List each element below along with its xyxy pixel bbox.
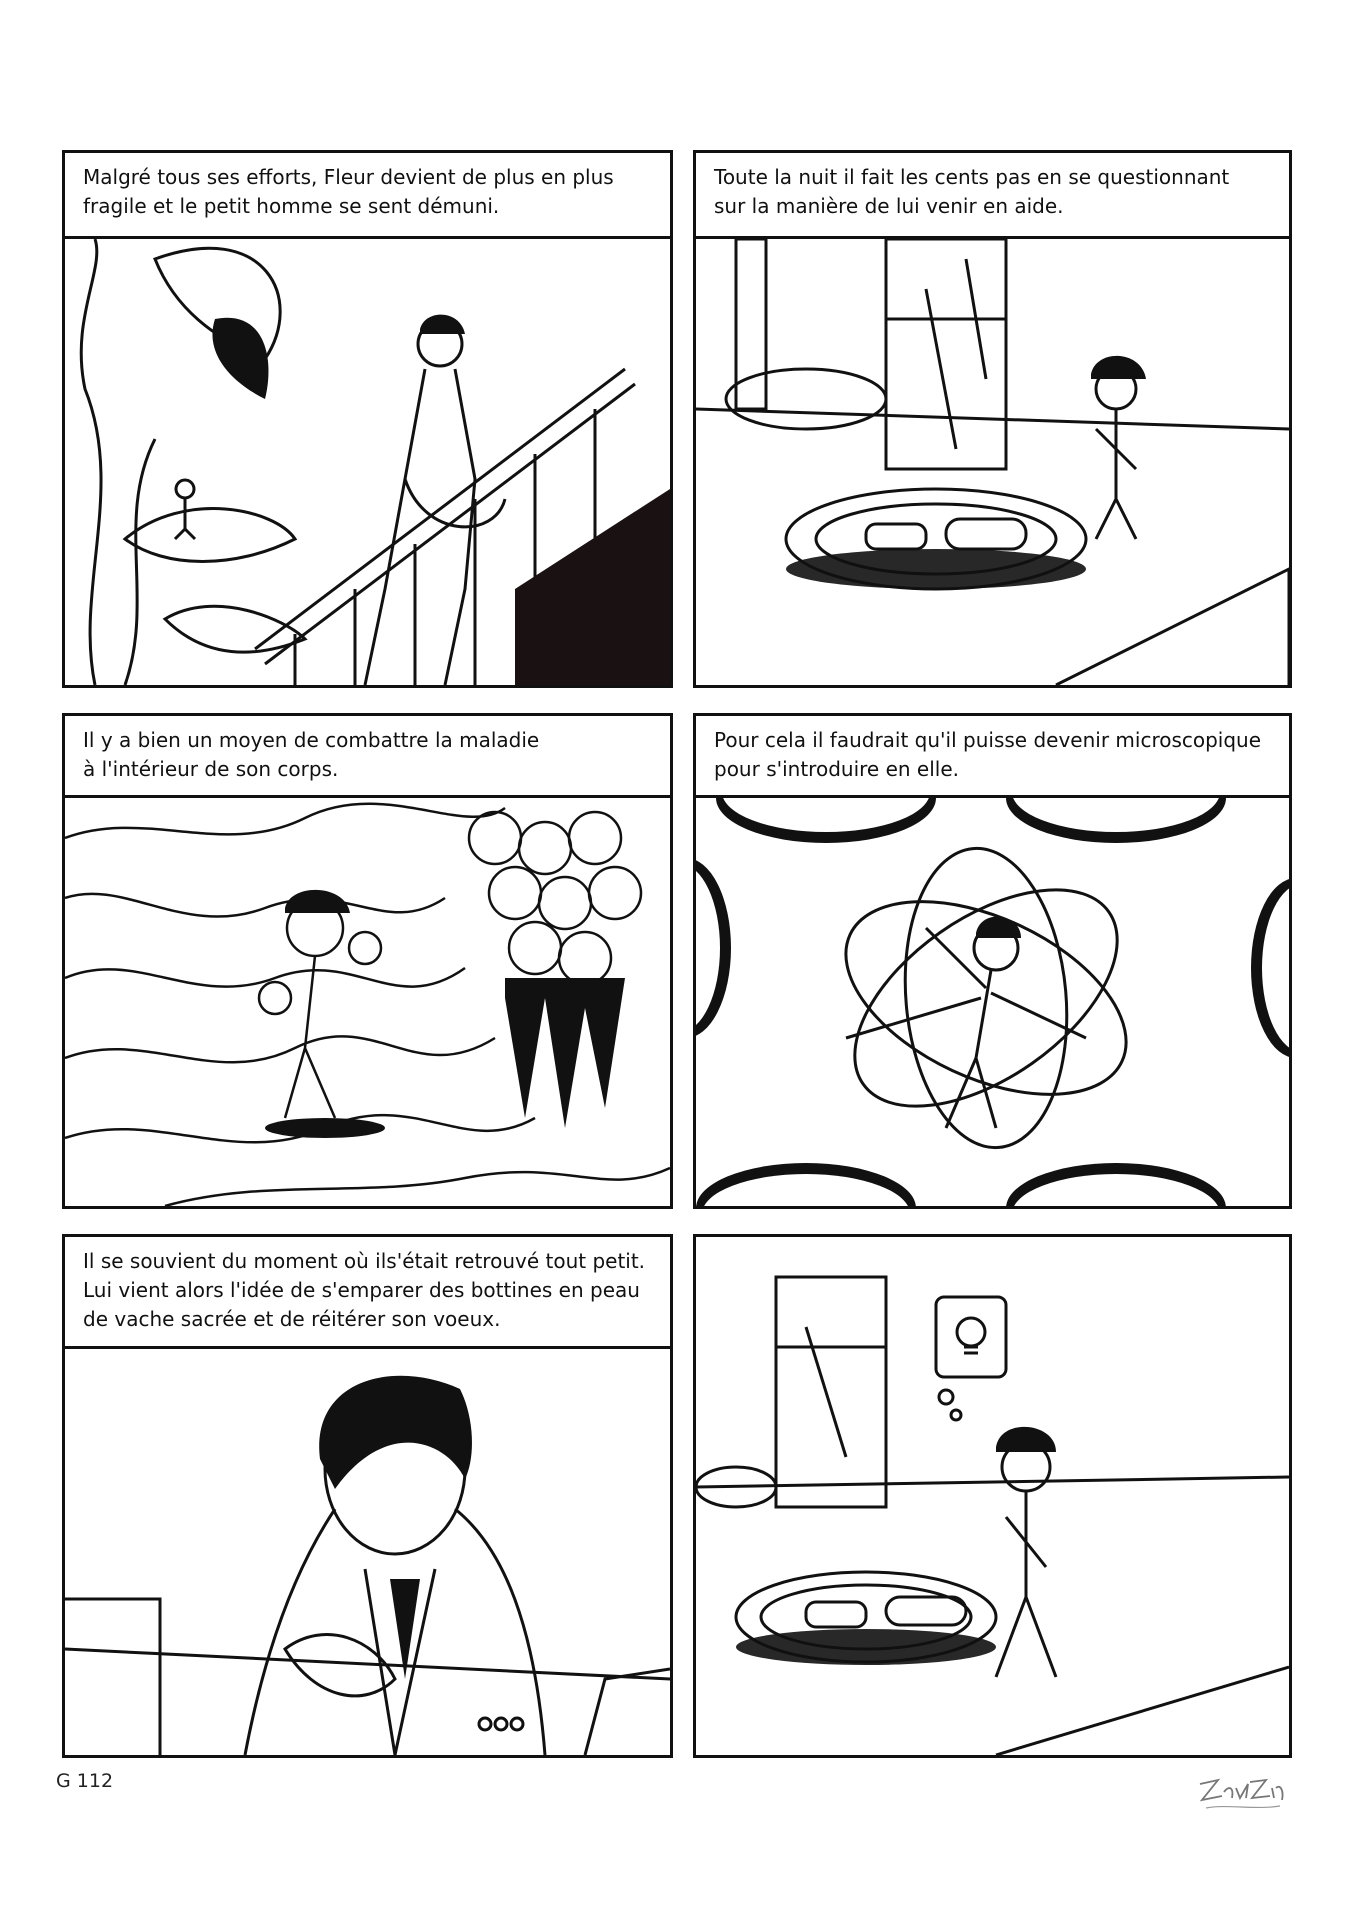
panel-1 bbox=[62, 150, 673, 688]
panel-1-illustration bbox=[65, 239, 670, 685]
caption-line: de vache sacrée et de réitérer son voeux. bbox=[83, 1307, 501, 1331]
caption-box bbox=[696, 716, 1289, 798]
caption-line: Malgré tous ses efforts, Fleur devient de plus en plus bbox=[83, 165, 614, 189]
artist-signature bbox=[1196, 1766, 1286, 1816]
panel-3 bbox=[62, 713, 673, 1209]
panel-2-illustration bbox=[696, 239, 1289, 685]
panel-5 bbox=[62, 1234, 673, 1758]
caption-line: Lui vient alors l'idée de s'emparer des bottines en peau bbox=[83, 1278, 640, 1302]
panel-3-illustration bbox=[65, 798, 670, 1206]
caption-line: fragile et le petit homme se sent démuni. bbox=[83, 194, 500, 218]
panel-2 bbox=[693, 150, 1292, 688]
caption-line: à l'intérieur de son corps. bbox=[83, 757, 339, 781]
panel-6 bbox=[693, 1234, 1292, 1758]
panel-5-illustration bbox=[65, 1349, 670, 1755]
caption-line: Il se souvient du moment où ils'était retrouvé tout petit. bbox=[83, 1249, 646, 1273]
caption-box bbox=[65, 153, 670, 239]
caption-line: pour s'introduire en elle. bbox=[714, 757, 959, 781]
caption-line: Pour cela il faudrait qu'il puisse devenir microscopique bbox=[714, 728, 1262, 752]
page-number: G 112 bbox=[56, 1770, 114, 1792]
caption-box bbox=[65, 716, 670, 798]
caption-line: Toute la nuit il fait les cents pas en se questionnant bbox=[714, 165, 1230, 189]
caption-line: Il y a bien un moyen de combattre la maladie bbox=[83, 728, 540, 752]
caption-box bbox=[65, 1237, 670, 1349]
panel-6-illustration bbox=[696, 1237, 1289, 1755]
caption-box bbox=[696, 153, 1289, 239]
panel-4-illustration bbox=[696, 798, 1289, 1206]
caption-line: sur la manière de lui venir en aide. bbox=[714, 194, 1064, 218]
panel-4 bbox=[693, 713, 1292, 1209]
